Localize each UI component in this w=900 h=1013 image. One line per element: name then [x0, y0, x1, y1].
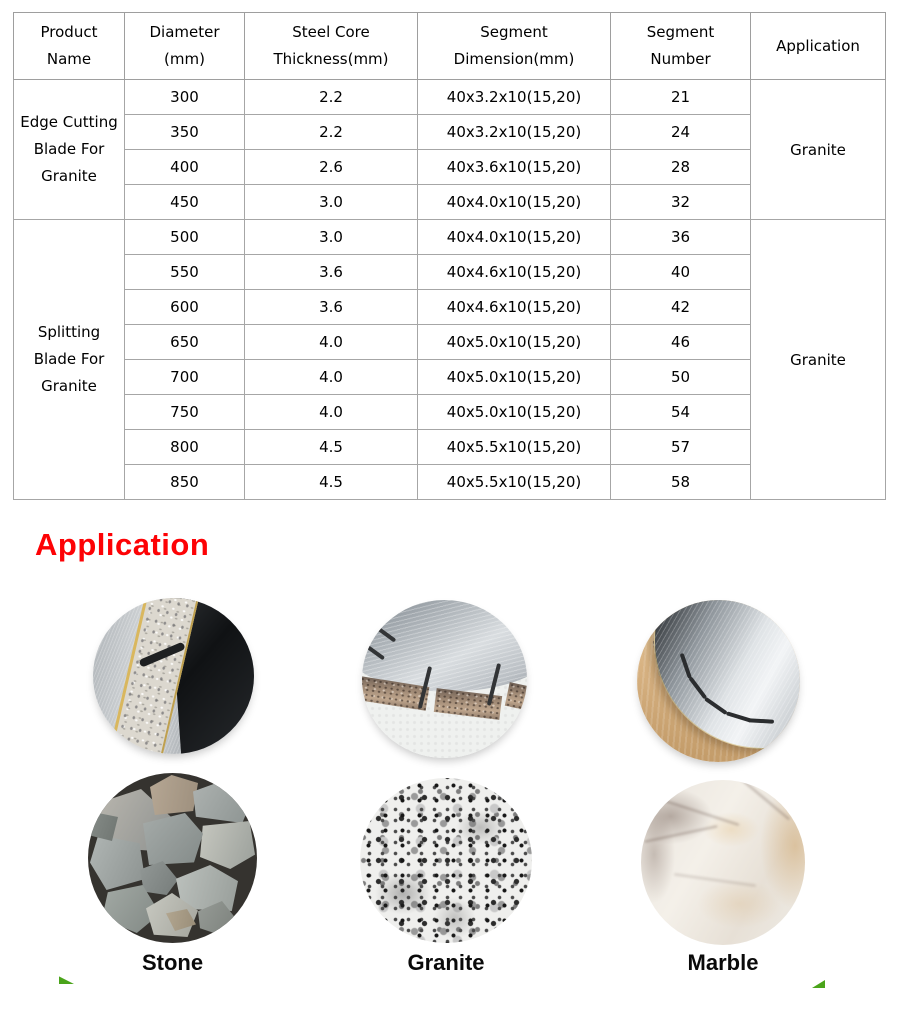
- spec-cell: 40x4.6x10(15,20): [418, 255, 611, 290]
- blade-photo-edge-cutting: [93, 598, 254, 754]
- column-header: Application: [751, 13, 886, 80]
- product-name-cell: Splitting Blade For Granite: [14, 220, 125, 500]
- spec-cell: 28: [611, 150, 751, 185]
- spec-cell: 40x3.2x10(15,20): [418, 80, 611, 115]
- spec-row: [14, 80, 886, 115]
- product-name-cell: Edge Cutting Blade For Granite: [14, 80, 125, 220]
- spec-cell: 700: [125, 360, 245, 395]
- material-photo-stone: [88, 773, 257, 943]
- spec-cell: 3.0: [245, 185, 418, 220]
- material-photo-marble: [641, 780, 805, 945]
- spec-cell: 500: [125, 220, 245, 255]
- spec-cell: 40x5.5x10(15,20): [418, 465, 611, 500]
- material-photo-granite: [360, 778, 532, 943]
- spec-cell: 40x4.0x10(15,20): [418, 220, 611, 255]
- spec-cell: 54: [611, 395, 751, 430]
- spec-cell: 4.5: [245, 465, 418, 500]
- spec-row: [14, 220, 886, 255]
- spec-cell: 850: [125, 465, 245, 500]
- spec-cell: 40x5.0x10(15,20): [418, 325, 611, 360]
- spec-cell: 3.6: [245, 255, 418, 290]
- column-header: Diameter (mm): [125, 13, 245, 80]
- spec-cell: 40x4.6x10(15,20): [418, 290, 611, 325]
- green-corner-triangle-icon: [812, 980, 825, 988]
- spec-cell: 2.6: [245, 150, 418, 185]
- spec-cell: 24: [611, 115, 751, 150]
- application-cell: Granite: [751, 80, 886, 220]
- spec-table-head: [14, 13, 886, 80]
- spec-cell: 46: [611, 325, 751, 360]
- spec-cell: 40x5.0x10(15,20): [418, 360, 611, 395]
- spec-cell: 42: [611, 290, 751, 325]
- spec-cell: 21: [611, 80, 751, 115]
- spec-cell: 2.2: [245, 80, 418, 115]
- spec-cell: 58: [611, 465, 751, 500]
- header-row: [14, 13, 886, 80]
- spec-cell: 50: [611, 360, 751, 395]
- spec-cell: 4.0: [245, 395, 418, 430]
- spec-cell: 550: [125, 255, 245, 290]
- spec-cell: 40x5.0x10(15,20): [418, 395, 611, 430]
- spec-cell: 450: [125, 185, 245, 220]
- spec-cell: 400: [125, 150, 245, 185]
- spec-cell: 57: [611, 430, 751, 465]
- column-header: Segment Number: [611, 13, 751, 80]
- spec-cell: 32: [611, 185, 751, 220]
- spec-cell: 40x4.0x10(15,20): [418, 185, 611, 220]
- spec-cell: 40x3.2x10(15,20): [418, 115, 611, 150]
- column-header: Product Name: [14, 13, 125, 80]
- spec-cell: 650: [125, 325, 245, 360]
- granite-blotch-overlay: [360, 778, 532, 943]
- spec-cell: 750: [125, 395, 245, 430]
- spec-cell: 40: [611, 255, 751, 290]
- spec-cell: 3.6: [245, 290, 418, 325]
- spec-cell: 4.0: [245, 325, 418, 360]
- green-corner-triangle-icon: [59, 975, 74, 984]
- spec-cell: 600: [125, 290, 245, 325]
- spec-cell: 300: [125, 80, 245, 115]
- material-label-granite: Granite: [407, 950, 485, 975]
- spec-cell: 350: [125, 115, 245, 150]
- spec-table: [13, 12, 886, 500]
- marble-texture: [641, 780, 805, 945]
- spec-cell: 40x3.6x10(15,20): [418, 150, 611, 185]
- application-heading: Application: [35, 527, 210, 562]
- blade-photo-silent-core: [637, 600, 800, 762]
- application-cell: Granite: [751, 220, 886, 500]
- spec-cell: 3.0: [245, 220, 418, 255]
- spec-cell: 4.0: [245, 360, 418, 395]
- spec-cell: 40x5.5x10(15,20): [418, 430, 611, 465]
- spec-table-body: [14, 80, 886, 500]
- spec-cell: 4.5: [245, 430, 418, 465]
- spec-cell: 36: [611, 220, 751, 255]
- material-label-stone: Stone: [141, 950, 204, 975]
- blade-photo-segmented: [362, 600, 527, 758]
- spec-cell: 2.2: [245, 115, 418, 150]
- column-header: Steel Core Thickness(mm): [245, 13, 418, 80]
- column-header: Segment Dimension(mm): [418, 13, 611, 80]
- spec-cell: 800: [125, 430, 245, 465]
- material-label-marble: Marble: [687, 950, 759, 975]
